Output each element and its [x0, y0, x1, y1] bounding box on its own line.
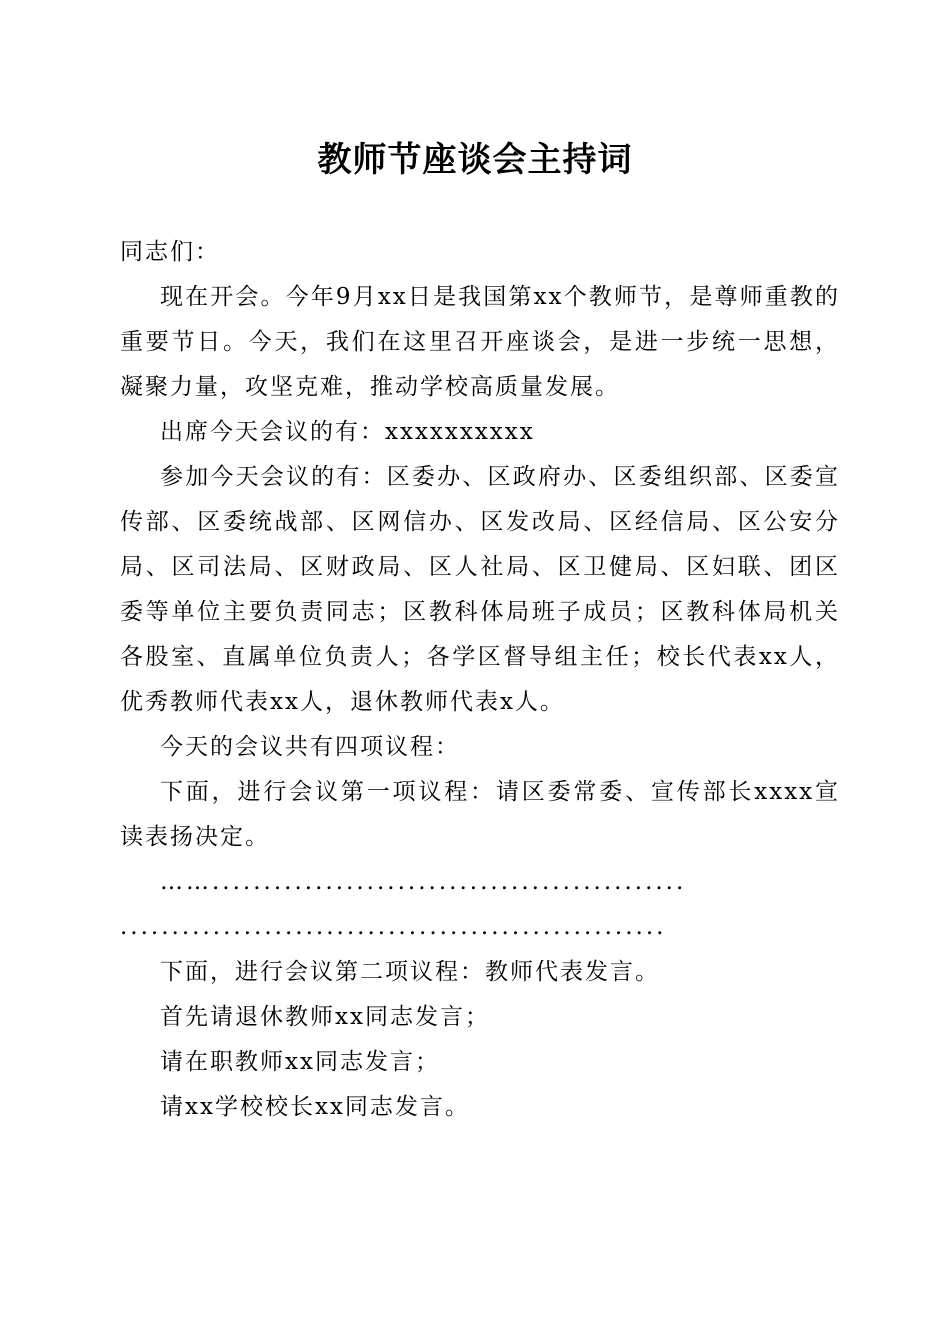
paragraph-agenda-intro: 今天的会议共有四项议程： — [160, 734, 460, 760]
salutation: 同志们： — [120, 239, 220, 265]
paragraph-attendees-present: 出席今天会议的有：xxxxxxxxxx — [160, 419, 535, 445]
paragraph-speaker-principal: 请xx学校校长xx同志发言。 — [160, 1094, 470, 1120]
paragraph-attendees-participating: 参加今天会议的有：区委办、区政府办、区委组织部、区委宣传部、区委统战部、区网信办、区发改局、区经信局、区公安分局、区司法局、区财政局、区人社局、区卫健局、区妇联、团区委等单位主要负责同志；区教科体局班子成员；区教科体局机关各股室、直属单位负责人；各学区督导组主任；校长代表xx人，优秀教师代表xx人，退休教师代表x人。 — [120, 464, 840, 715]
ellipsis-line: ..................................................... — [120, 914, 667, 940]
paragraph-agenda-item-2: 下面，进行会议第二项议程：教师代表发言。 — [160, 959, 660, 985]
document-body — [120, 230, 840, 1130]
document-title: 教师节座谈会主持词 — [317, 140, 633, 180]
paragraph-speaker-retired: 首先请退休教师xx同志发言； — [160, 1004, 490, 1030]
paragraph-agenda-item-1: 下面，进行会议第一项议程：请区委常委、宣传部长xxxx宣读表扬决定。 — [120, 779, 840, 850]
paragraph-speaker-teacher: 请在职教师xx同志发言； — [160, 1049, 440, 1075]
ellipsis-line: …….............................................. — [160, 869, 687, 895]
paragraph-opening: 现在开会。今年9月xx日是我国第xx个教师节，是尊师重教的重要节日。今天，我们在这里召开座谈会，是进一步统一思想，凝聚力量，攻坚克难，推动学校高质量发展。 — [120, 284, 840, 400]
